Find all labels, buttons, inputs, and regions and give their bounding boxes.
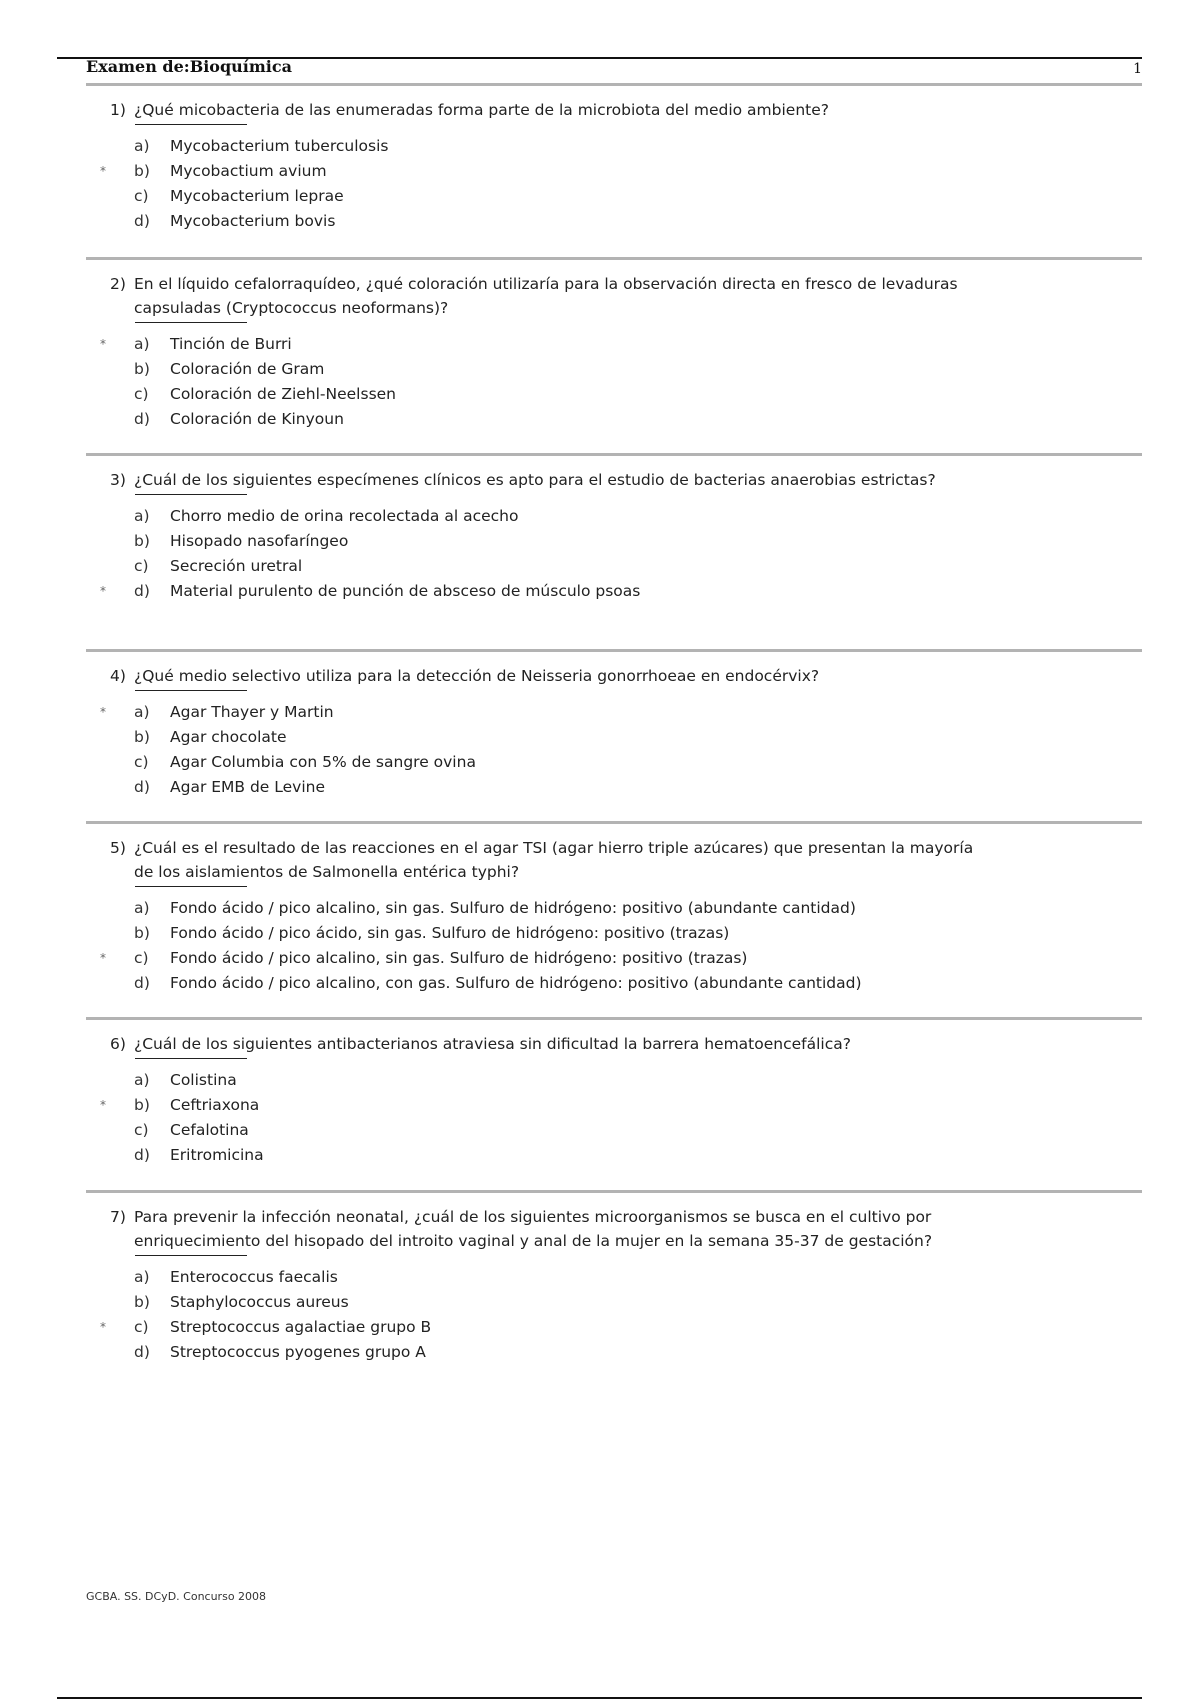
correct-answer-mark: *	[100, 337, 106, 351]
correct-answer-mark: *	[100, 584, 106, 598]
option-letter: b)	[134, 728, 150, 746]
question-divider	[86, 453, 1142, 456]
option-letter: b)	[134, 1293, 150, 1311]
option-text: Agar chocolate	[170, 728, 287, 746]
option-b[interactable]	[110, 725, 990, 750]
option-d[interactable]	[110, 971, 990, 996]
question-divider	[86, 1017, 1142, 1020]
question-prompt: ¿Qué micobacteria de las enumeradas forma parte de la microbiota del medio ambiente?	[134, 101, 830, 119]
question-underline	[135, 322, 247, 323]
option-text: Streptococcus pyogenes grupo A	[170, 1343, 426, 1361]
option-text: Ceftriaxona	[170, 1096, 260, 1114]
question-prompt: En el líquido cefalorraquídeo, ¿qué coloración utilizaría para la observación directa en fresco de levaduras capsuladas (Cryptococcus neoformans)?	[134, 275, 958, 317]
option-text: Chorro medio de orina recolectada al acecho	[170, 507, 519, 525]
option-text: Tinción de Burri	[170, 335, 292, 353]
option-letter: a)	[134, 507, 150, 525]
option-a[interactable]	[100, 700, 990, 725]
option-letter: a)	[134, 899, 150, 917]
option-d[interactable]	[110, 407, 990, 432]
question-number: 7)	[110, 1208, 126, 1226]
option-d[interactable]	[110, 209, 990, 234]
option-c[interactable]	[110, 382, 990, 407]
option-text: Fondo ácido / pico alcalino, sin gas. Sulfuro de hidrógeno: positivo (abundante cantidad)	[170, 899, 856, 917]
page-number: 1	[1133, 61, 1142, 77]
option-text: Mycobactium avium	[170, 162, 327, 180]
option-c[interactable]	[100, 946, 990, 971]
question-divider	[86, 257, 1142, 260]
header-divider	[86, 83, 1142, 86]
option-text: Hisopado nasofaríngeo	[170, 532, 349, 550]
option-d[interactable]	[110, 1143, 990, 1168]
option-b[interactable]	[100, 159, 990, 184]
option-a[interactable]	[110, 1068, 990, 1093]
option-letter: d)	[134, 778, 150, 796]
option-a[interactable]	[110, 896, 990, 921]
question-divider	[86, 821, 1142, 824]
question-divider	[86, 649, 1142, 652]
option-c[interactable]	[110, 750, 990, 775]
options-list	[100, 1265, 990, 1365]
option-text: Enterococcus faecalis	[170, 1268, 338, 1286]
option-letter: a)	[134, 1071, 150, 1089]
option-b[interactable]	[110, 1290, 990, 1315]
option-text: Streptococcus agalactiae grupo B	[170, 1318, 432, 1336]
question-underline	[135, 124, 247, 125]
question-prompt: ¿Cuál de los siguientes especímenes clínicos es apto para el estudio de bacterias anaerobias estrictas?	[134, 471, 936, 489]
option-text: Material purulento de punción de absceso de músculo psoas	[170, 582, 641, 600]
question-text	[110, 1032, 990, 1056]
option-text: Mycobacterium leprae	[170, 187, 344, 205]
question-underline	[135, 886, 247, 887]
question-6	[100, 1032, 990, 1168]
question-number: 4)	[110, 667, 126, 685]
option-c[interactable]	[100, 1315, 990, 1340]
option-letter: a)	[134, 1268, 150, 1286]
option-letter: d)	[134, 1146, 150, 1164]
question-text	[110, 836, 990, 884]
option-letter: c)	[134, 753, 149, 771]
question-divider	[86, 1190, 1142, 1193]
question-underline	[135, 1255, 247, 1256]
option-letter: d)	[134, 582, 150, 600]
question-2	[100, 272, 990, 432]
option-letter: a)	[134, 335, 150, 353]
option-text: Agar Columbia con 5% de sangre ovina	[170, 753, 476, 771]
correct-answer-mark: *	[100, 705, 106, 719]
options-list	[100, 504, 990, 604]
option-text: Coloración de Ziehl-Neelssen	[170, 385, 396, 403]
option-text: Staphylococcus aureus	[170, 1293, 349, 1311]
option-text: Fondo ácido / pico ácido, sin gas. Sulfuro de hidrógeno: positivo (trazas)	[170, 924, 730, 942]
option-b[interactable]	[110, 529, 990, 554]
option-c[interactable]	[110, 1118, 990, 1143]
options-list	[100, 1068, 990, 1168]
option-text: Mycobacterium tuberculosis	[170, 137, 389, 155]
option-letter: b)	[134, 162, 150, 180]
question-4	[100, 664, 990, 800]
footer-text: GCBA. SS. DCyD. Concurso 2008	[86, 1590, 267, 1603]
option-d[interactable]	[110, 1340, 990, 1365]
option-letter: c)	[134, 949, 149, 967]
bottom-border	[57, 1697, 1142, 1699]
question-7	[100, 1205, 990, 1365]
option-letter: c)	[134, 385, 149, 403]
question-underline	[135, 494, 247, 495]
options-list	[100, 332, 990, 432]
option-a[interactable]	[110, 1265, 990, 1290]
option-text: Cefalotina	[170, 1121, 249, 1139]
option-letter: a)	[134, 137, 150, 155]
question-number: 5)	[110, 839, 126, 857]
correct-answer-mark: *	[100, 1098, 106, 1112]
question-prompt: Para prevenir la infección neonatal, ¿cuál de los siguientes microorganismos se busca en el cultivo por enriquecimiento del hisopado del introito vaginal y anal de la mujer en la semana 35-37 de gestación?	[134, 1208, 933, 1250]
option-text: Secreción uretral	[170, 557, 303, 575]
option-b[interactable]	[110, 357, 990, 382]
option-d[interactable]	[110, 775, 990, 800]
question-underline	[135, 1058, 247, 1059]
option-d[interactable]	[100, 579, 990, 604]
question-text	[110, 1205, 990, 1253]
option-letter: d)	[134, 410, 150, 428]
option-letter: c)	[134, 1318, 149, 1336]
correct-answer-mark: *	[100, 1320, 106, 1334]
option-text: Fondo ácido / pico alcalino, con gas. Sulfuro de hidrógeno: positivo (abundante cantidad)	[170, 974, 862, 992]
option-text: Agar EMB de Levine	[170, 778, 326, 796]
option-text: Colistina	[170, 1071, 237, 1089]
option-text: Fondo ácido / pico alcalino, sin gas. Sulfuro de hidrógeno: positivo (trazas)	[170, 949, 748, 967]
option-c[interactable]	[110, 554, 990, 579]
option-a[interactable]	[110, 504, 990, 529]
option-b[interactable]	[100, 1093, 990, 1118]
option-text: Coloración de Gram	[170, 360, 325, 378]
option-text: Agar Thayer y Martin	[170, 703, 334, 721]
option-text: Mycobacterium bovis	[170, 212, 336, 230]
question-prompt: ¿Qué medio selectivo utiliza para la detección de Neisseria gonorrhoeae en endocérvix?	[134, 667, 820, 685]
option-letter: d)	[134, 974, 150, 992]
options-list	[100, 896, 990, 996]
option-text: Eritromicina	[170, 1146, 264, 1164]
question-text	[110, 98, 990, 122]
option-a[interactable]	[110, 134, 990, 159]
option-b[interactable]	[110, 921, 990, 946]
question-text	[110, 468, 990, 492]
option-c[interactable]	[110, 184, 990, 209]
option-letter: c)	[134, 557, 149, 575]
question-5	[100, 836, 990, 996]
question-1	[100, 98, 990, 234]
option-letter: b)	[134, 360, 150, 378]
question-text	[110, 664, 990, 688]
option-letter: b)	[134, 532, 150, 550]
option-letter: c)	[134, 187, 149, 205]
option-letter: d)	[134, 1343, 150, 1361]
question-number: 2)	[110, 275, 126, 293]
correct-answer-mark: *	[100, 164, 106, 178]
question-underline	[135, 690, 247, 691]
question-number: 3)	[110, 471, 126, 489]
option-letter: b)	[134, 924, 150, 942]
option-a[interactable]	[100, 332, 990, 357]
question-3	[100, 468, 990, 604]
option-letter: a)	[134, 703, 150, 721]
question-number: 1)	[110, 101, 126, 119]
option-letter: d)	[134, 212, 150, 230]
option-letter: b)	[134, 1096, 150, 1114]
question-prompt: ¿Cuál es el resultado de las reacciones en el agar TSI (agar hierro triple azúcares) que presentan la mayoría de los aislamientos de Salmonella entérica typhi?	[134, 839, 974, 881]
exam-title: Examen de:Bioquímica	[86, 57, 292, 76]
question-prompt: ¿Cuál de los siguientes antibacterianos atraviesa sin dificultad la barrera hematoencefálica?	[134, 1035, 851, 1053]
page-header	[86, 57, 1142, 83]
option-text: Coloración de Kinyoun	[170, 410, 344, 428]
options-list	[100, 700, 990, 800]
options-list	[100, 134, 990, 234]
question-text	[110, 272, 990, 320]
question-number: 6)	[110, 1035, 126, 1053]
correct-answer-mark: *	[100, 951, 106, 965]
option-letter: c)	[134, 1121, 149, 1139]
